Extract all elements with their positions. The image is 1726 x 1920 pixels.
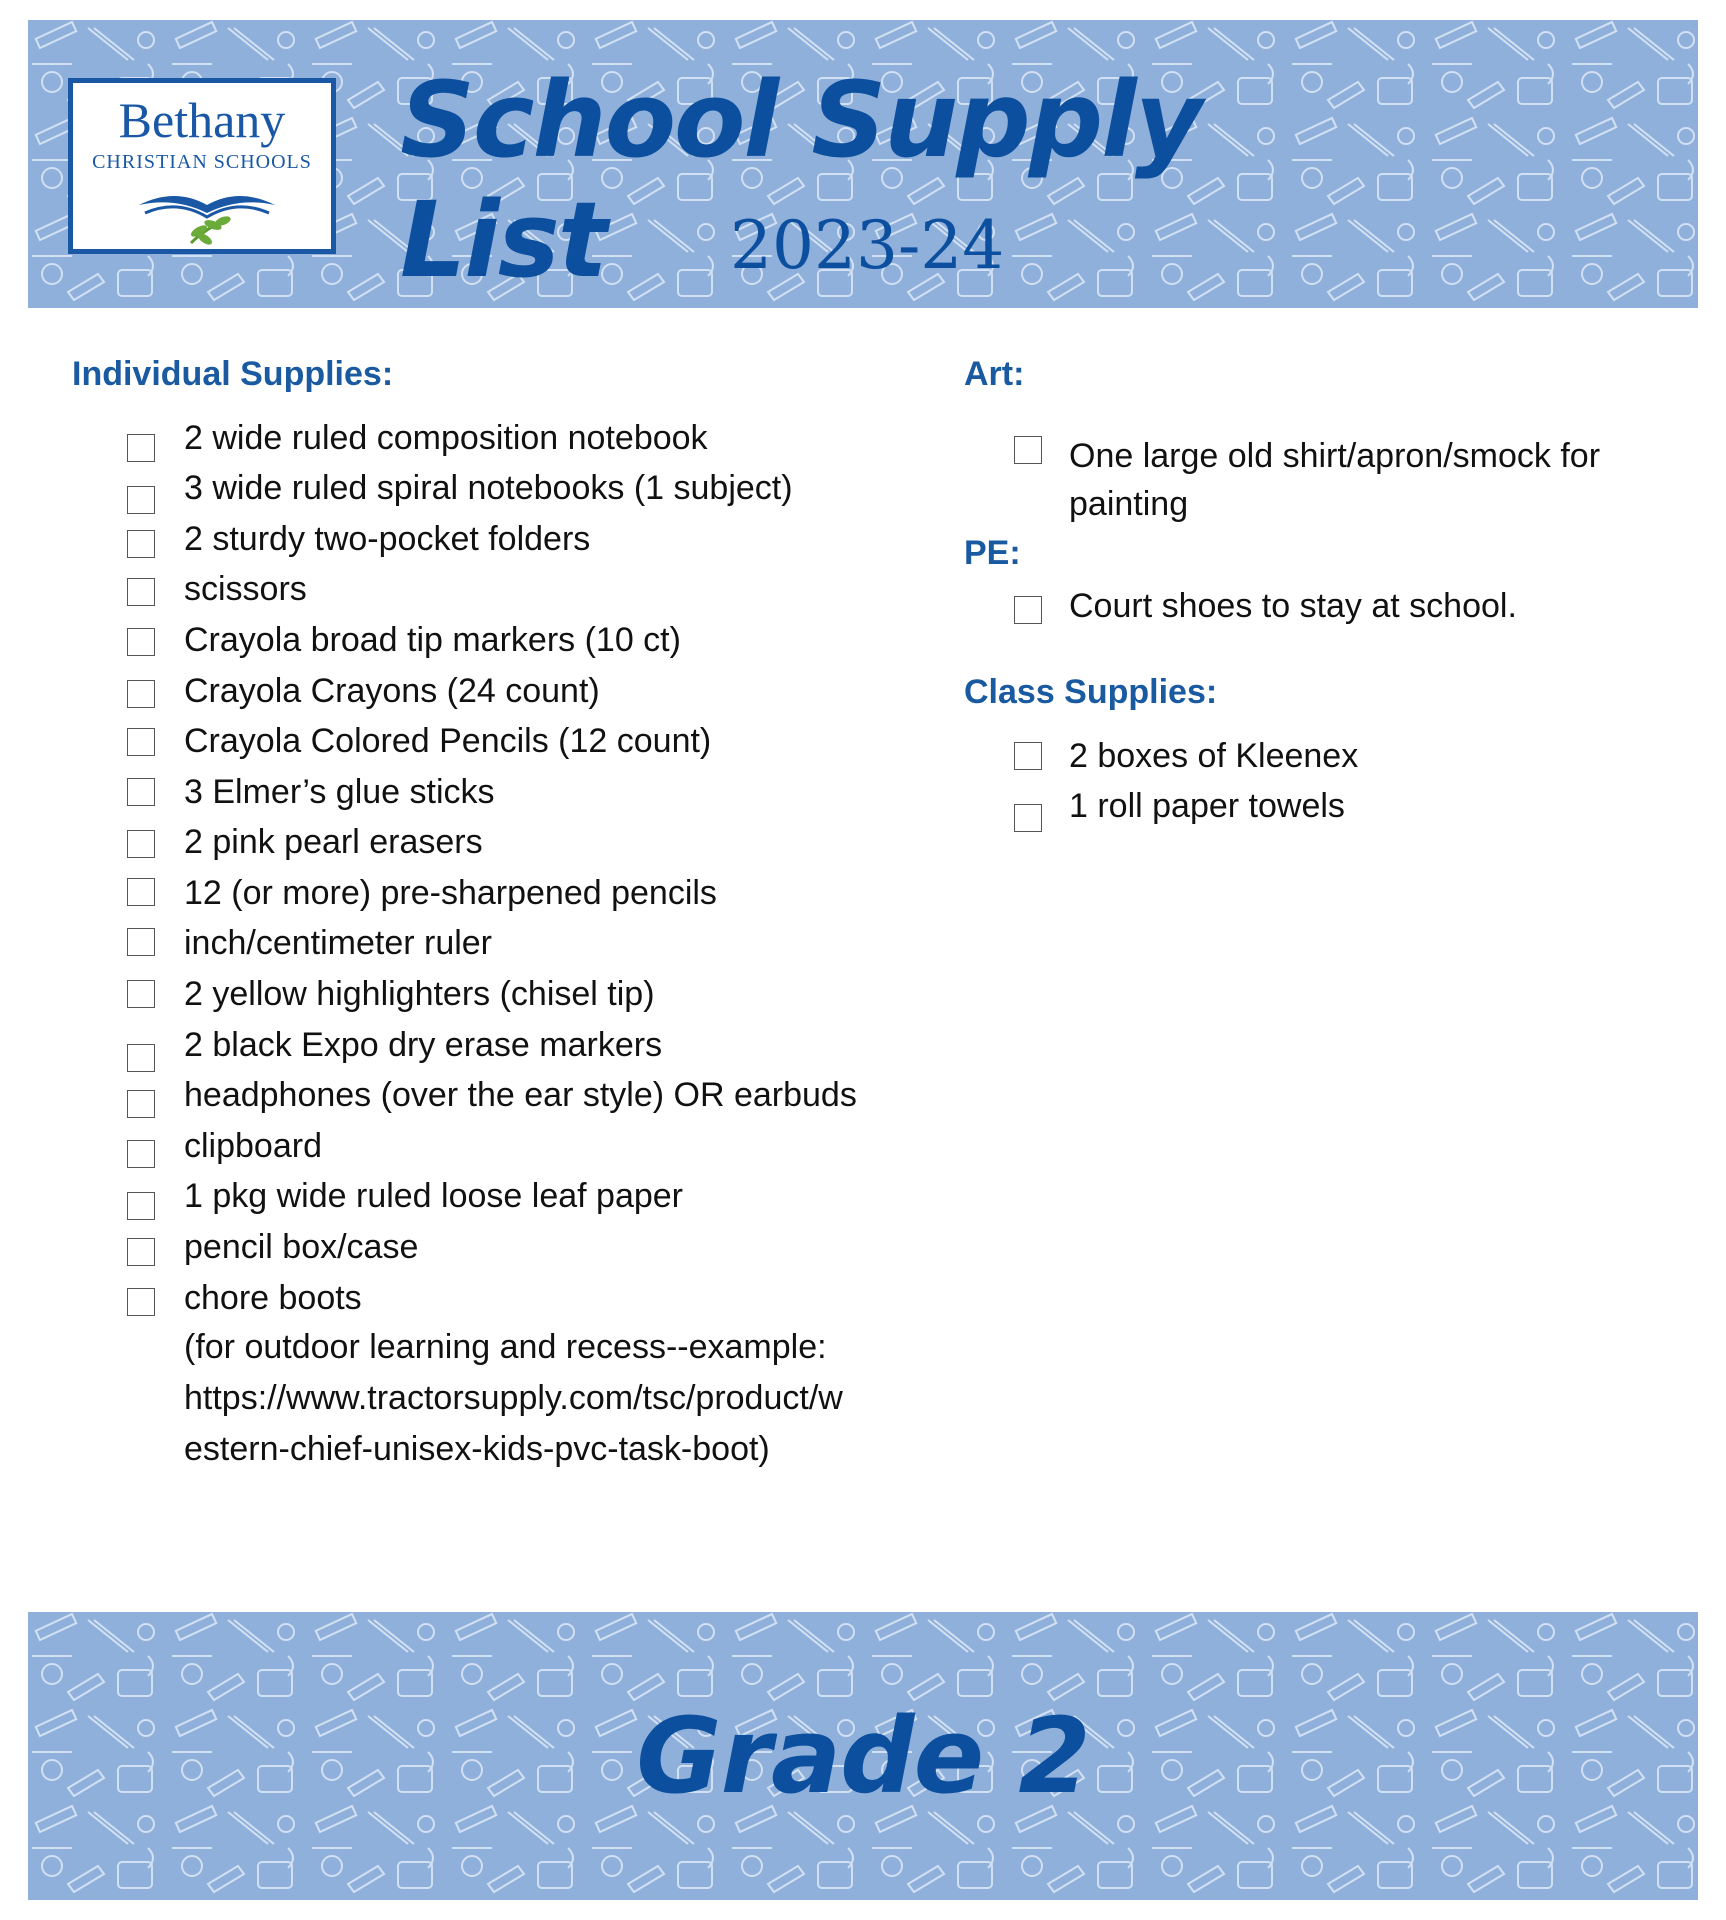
note-link-line: https://www.tractorsupply.com/tsc/product/w bbox=[184, 1379, 843, 1417]
list-item: 2 sturdy two-pocket folders bbox=[184, 520, 591, 558]
checkbox[interactable] bbox=[127, 680, 155, 708]
checkbox[interactable] bbox=[127, 434, 155, 462]
list-item: 2 wide ruled composition notebook bbox=[184, 419, 708, 457]
list-item: pencil box/case bbox=[184, 1228, 419, 1266]
checkbox[interactable] bbox=[127, 830, 155, 858]
grade-label: Grade 2 bbox=[636, 1695, 1090, 1817]
checkbox[interactable] bbox=[127, 486, 155, 514]
list-item: 1 pkg wide ruled loose leaf paper bbox=[184, 1177, 683, 1215]
checkbox[interactable] bbox=[127, 578, 155, 606]
note-link-line: estern-chief-unisex-kids-pvc-task-boot) bbox=[184, 1430, 770, 1468]
checkbox[interactable] bbox=[1014, 742, 1042, 770]
list-item: 2 yellow highlighters (chisel tip) bbox=[184, 975, 655, 1013]
list-item: 1 roll paper towels bbox=[1069, 787, 1345, 825]
checkbox[interactable] bbox=[127, 878, 155, 906]
checkbox[interactable] bbox=[127, 928, 155, 956]
list-item: 2 boxes of Kleenex bbox=[1069, 737, 1359, 775]
list-item: 3 wide ruled spiral notebooks (1 subject) bbox=[184, 469, 793, 507]
list-item: 3 Elmer’s glue sticks bbox=[184, 773, 495, 811]
checkbox[interactable] bbox=[127, 1044, 155, 1072]
individual-supplies-heading: Individual Supplies: bbox=[72, 355, 394, 393]
pe-item: Court shoes to stay at school. bbox=[1069, 587, 1517, 625]
checkbox[interactable] bbox=[1014, 596, 1042, 624]
art-item: One large old shirt/apron/smock for painting bbox=[1069, 437, 1601, 523]
checkbox[interactable] bbox=[127, 980, 155, 1008]
art-heading: Art: bbox=[964, 355, 1025, 393]
list-item: clipboard bbox=[184, 1127, 322, 1165]
pe-heading: PE: bbox=[964, 534, 1021, 572]
header-banner bbox=[28, 20, 1698, 308]
checkbox[interactable] bbox=[127, 1090, 155, 1118]
list-item: 2 black Expo dry erase markers bbox=[184, 1026, 663, 1064]
list-item: scissors bbox=[184, 570, 307, 608]
bethany-logo bbox=[68, 78, 336, 254]
logo-subtitle: CHRISTIAN SCHOOLS bbox=[92, 151, 312, 173]
page-title: School Supply List bbox=[400, 59, 1201, 301]
checkbox[interactable] bbox=[1014, 804, 1042, 832]
list-item: Crayola Colored Pencils (12 count) bbox=[184, 722, 712, 760]
school-year: 2023-24 bbox=[730, 207, 1005, 284]
chore-boots-note bbox=[184, 1322, 924, 1475]
list-item: Crayola broad tip markers (10 ct) bbox=[184, 621, 681, 659]
list-item: Crayola Crayons (24 count) bbox=[184, 672, 600, 710]
checkbox[interactable] bbox=[127, 728, 155, 756]
checkbox[interactable] bbox=[127, 1140, 155, 1168]
checkbox[interactable] bbox=[127, 1192, 155, 1220]
checkbox[interactable] bbox=[127, 1288, 155, 1316]
checkbox[interactable] bbox=[127, 530, 155, 558]
list-item: 12 (or more) pre-sharpened pencils bbox=[184, 874, 717, 912]
list-item: chore boots bbox=[184, 1279, 362, 1317]
checkbox[interactable] bbox=[1014, 436, 1042, 464]
footer-banner bbox=[28, 1612, 1698, 1900]
list-item: headphones (over the ear style) OR earbuds bbox=[184, 1076, 857, 1114]
logo-name: Bethany bbox=[118, 92, 286, 148]
book-leaf-icon bbox=[135, 183, 279, 247]
note-line: (for outdoor learning and recess--example: bbox=[184, 1328, 827, 1366]
list-item: inch/centimeter ruler bbox=[184, 924, 493, 962]
checkbox[interactable] bbox=[127, 778, 155, 806]
list-item: 2 pink pearl erasers bbox=[184, 823, 483, 861]
class-supplies-heading: Class Supplies: bbox=[964, 673, 1218, 711]
checkbox[interactable] bbox=[127, 628, 155, 656]
checkbox[interactable] bbox=[127, 1238, 155, 1266]
